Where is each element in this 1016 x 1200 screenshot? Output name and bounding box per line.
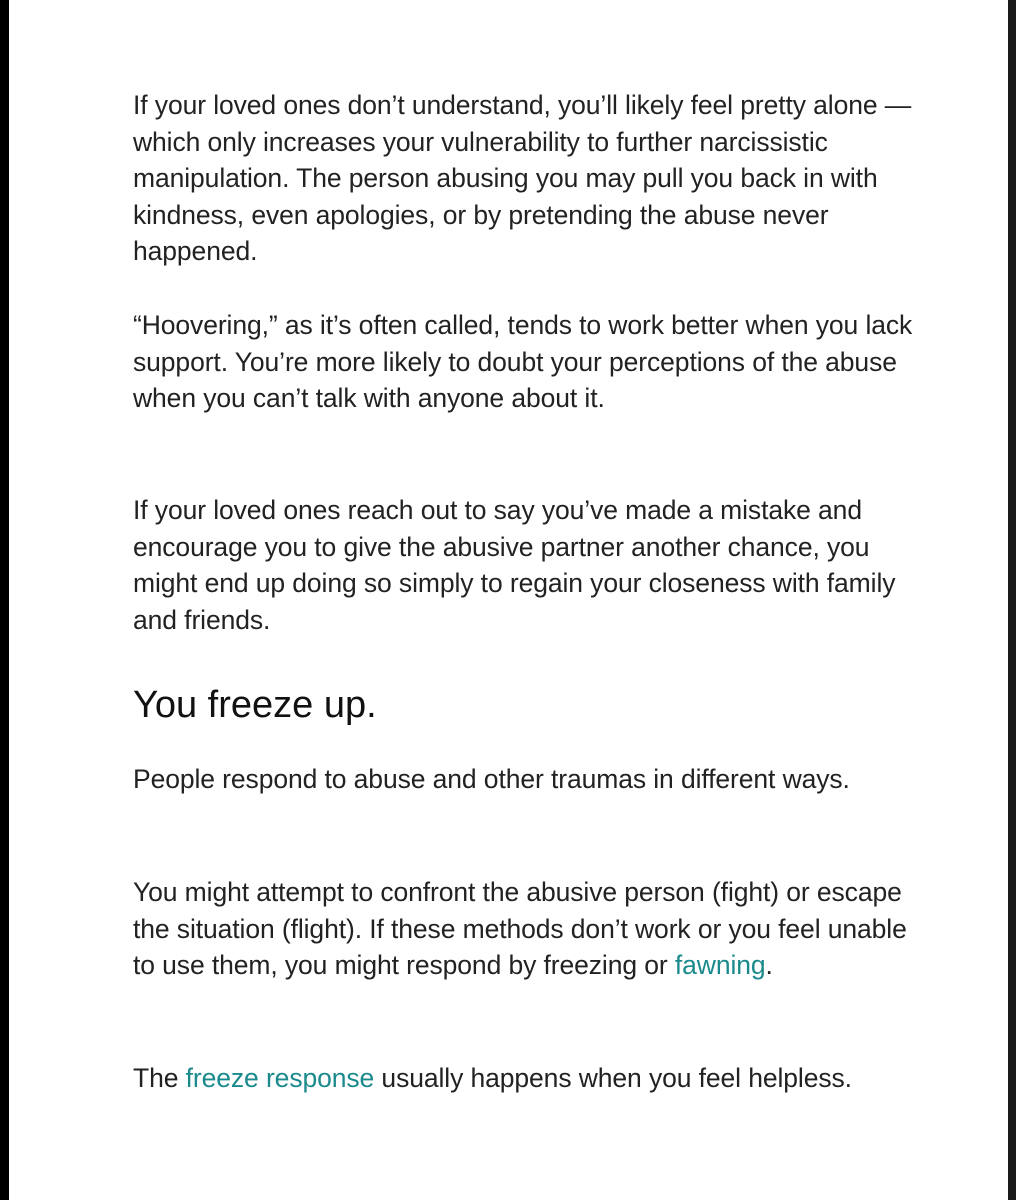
fawning-link[interactable]: fawning — [674, 950, 766, 980]
freeze-response-link[interactable]: freeze response — [185, 1063, 375, 1093]
paragraph-people-respond: People respond to abuse and other traumas in different ways. — [133, 764, 850, 794]
window-edge — [1008, 0, 1016, 1200]
paragraph-start: The — [133, 1063, 186, 1093]
paragraph-loved-ones-reach-out: If your loved ones reach out to say you’ve made a mistake and encourage you to give the abusive partner another chance, you might end up doing so simply to regain your closeness with family and friends. — [133, 495, 896, 635]
article-page — [9, 0, 1008, 1200]
paragraph-loved-ones-dont-understand: If your loved ones don’t understand, you’ll likely feel pretty alone — which only increases your vulnerability to further narcissistic manipulation. The person abusing you may pull you back in with kindness, even apologies, or by pretending the abuse never happened. — [133, 90, 912, 266]
paragraph-freeze-response — [133, 1060, 913, 1097]
section-heading: You freeze up. — [133, 684, 377, 726]
paragraph-text: You might attempt to confront the abusive person (fight) or escape the situation (flight). If these methods don’t work or you feel unable to use them, you might respond by freezing or — [133, 877, 907, 980]
paragraph-hoovering: “Hoovering,” as it’s often called, tends to work better when you lack support. You’re more likely to doubt your perceptions of the abuse when you can’t talk with anyone about it. — [133, 310, 913, 413]
paragraph-end: . — [765, 950, 773, 980]
paragraph-end: usually happens when you feel helpless. — [374, 1063, 852, 1093]
paragraph-fight-or-flight — [133, 874, 913, 984]
